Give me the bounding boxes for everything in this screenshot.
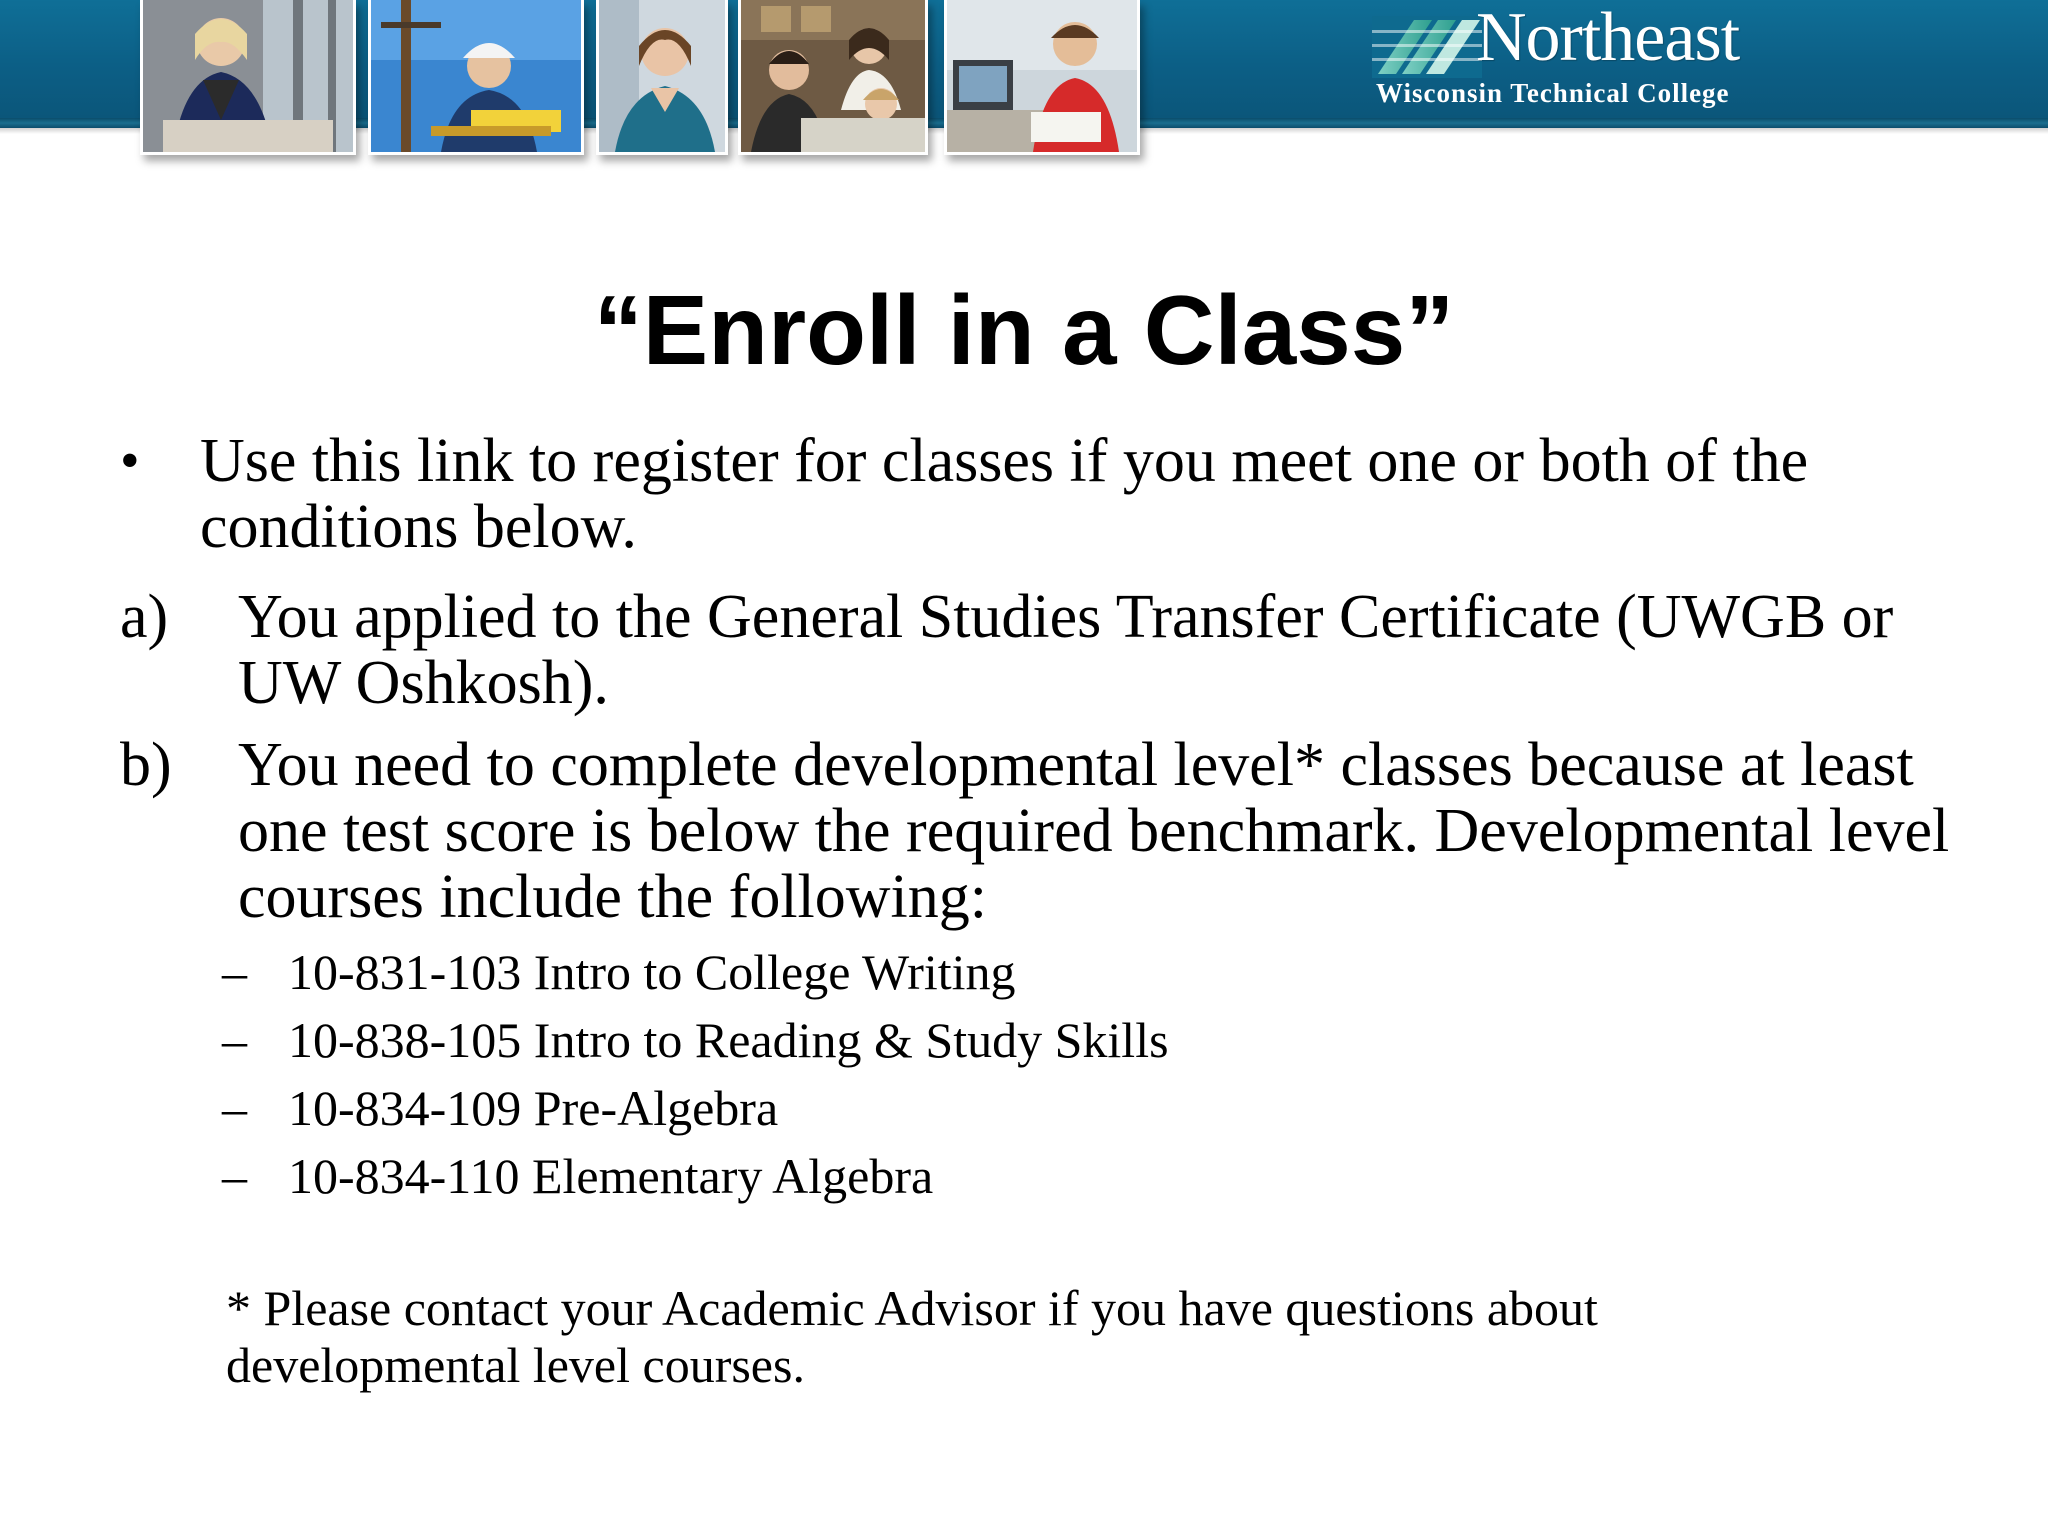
logo-subtitle: Wisconsin Technical College: [1376, 78, 1730, 108]
dash-marker: –: [222, 944, 247, 1000]
footnote: * Please contact your Academic Advisor if you have questions about developmental level courses.: [226, 1280, 1598, 1393]
course-text: 10-831-103 Intro to College Writing: [288, 944, 1016, 1000]
header-photo-1: [140, 0, 356, 155]
logo-name: Northeast: [1476, 0, 1740, 76]
header-photo-3: [596, 0, 728, 155]
dash-marker: –: [222, 1080, 247, 1136]
header-photo-4: [738, 0, 928, 155]
dash-marker: –: [222, 1012, 247, 1068]
condition-b-text: You need to complete developmental level* classes because at least one test score is below the required benchmark. Developmental level courses include the following:: [238, 731, 1950, 931]
dash-marker: –: [222, 1148, 247, 1204]
condition-a-marker: a): [120, 583, 169, 651]
bullet-marker: •: [120, 430, 140, 492]
header-photo-2: [368, 0, 584, 155]
course-text: 10-838-105 Intro to Reading & Study Skills: [288, 1012, 1169, 1068]
intro-bullet-text: Use this link to register for classes if you meet one or both of the conditions below.: [200, 427, 1809, 561]
college-logo: [1370, 0, 1790, 110]
course-text: 10-834-110 Elementary Algebra: [288, 1148, 934, 1204]
condition-b-marker: b): [120, 731, 172, 799]
course-text: 10-834-109 Pre-Algebra: [288, 1080, 779, 1136]
header-photo-5: [944, 0, 1140, 155]
slide-title: “Enroll in a Class”: [593, 275, 1455, 385]
logo-mark-icon: [1372, 16, 1482, 78]
condition-a-text: You applied to the General Studies Transfer Certificate (UWGB or UW Oshkosh).: [238, 583, 1894, 717]
